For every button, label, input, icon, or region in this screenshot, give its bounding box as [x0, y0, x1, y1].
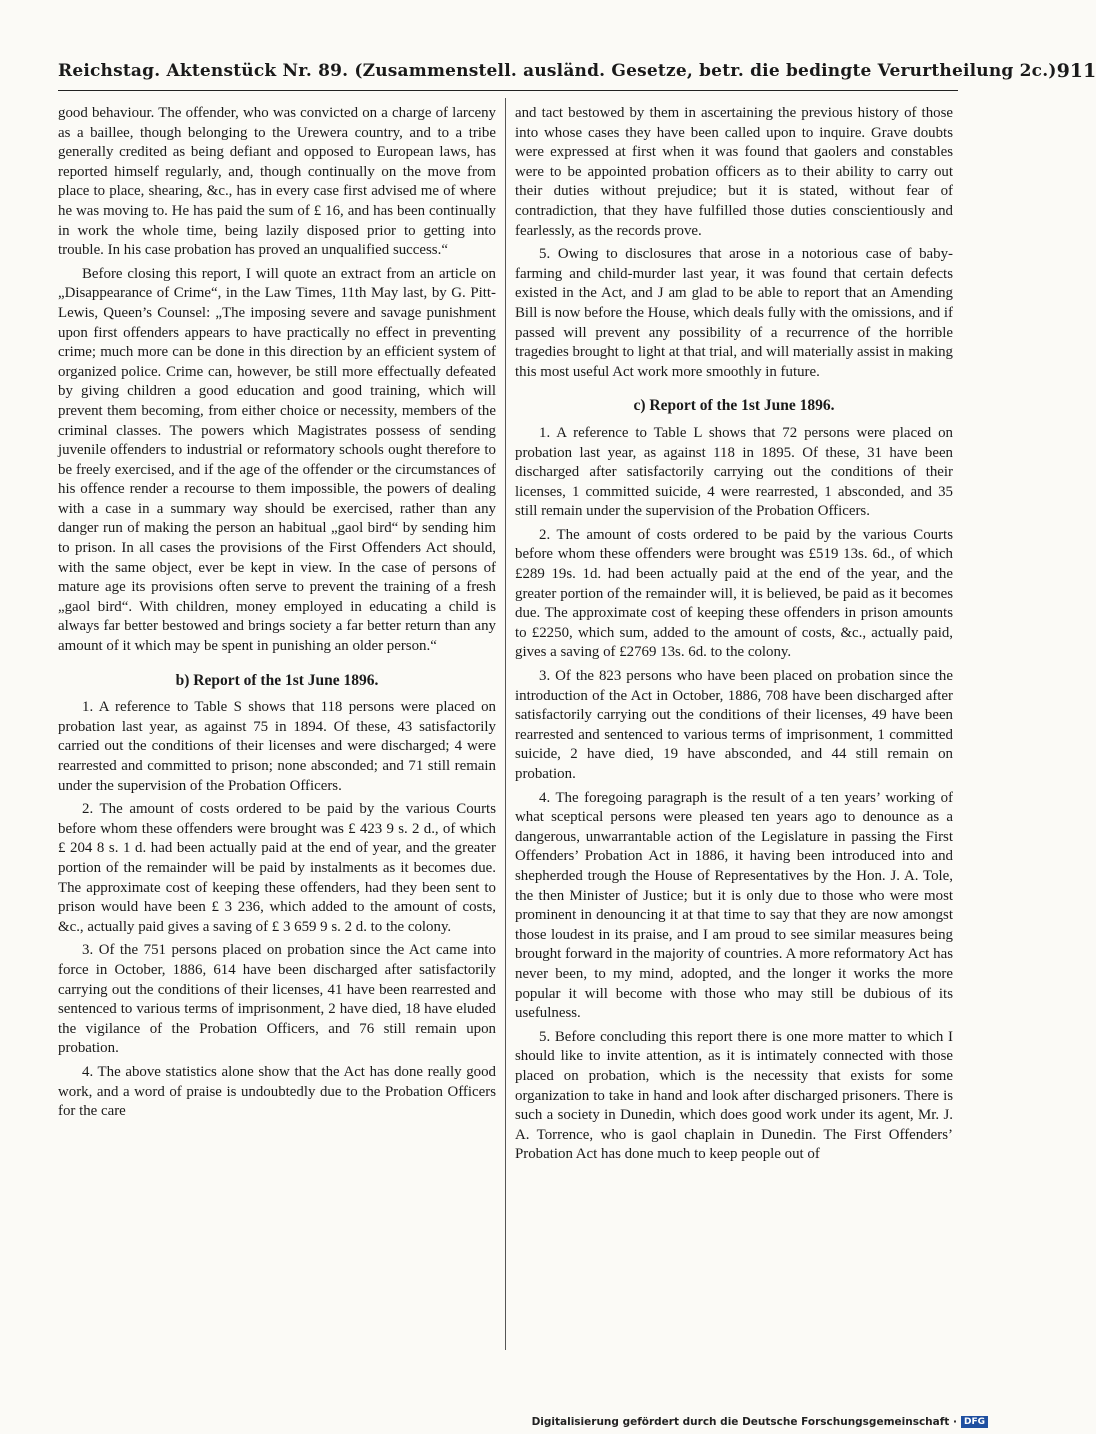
paragraph: and tact bestowed by them in ascertaining the previous history of those into whose cases they have been called upon to inquire. Grave doubts were expressed at first when it was found that gaolers and constables were to be appointed probation officers as to their ability to carry out their duties without prejudice; but it is stated, without fear of contradiction, that they have fulfilled those duties conscientiously and fearlessly, as the records prove. [515, 105, 953, 239]
paragraph: 5. Before concluding this report there is one more matter to which I should like to invite attention, as it is intimately connected with those placed on probation, which is the necessity that exists for some organization to take in hand and look after discharged prisoners. There is such a society in Dunedin, which does good work under its agent, Mr. J. A. Torrence, who is gaol chaplain in Dunedin. The First Offenders’ Probation Act has done much to keep people out of [515, 1028, 953, 1163]
running-header [58, 52, 1096, 91]
paragraph: 2. The amount of costs ordered to be paid by the various Courts before whom these offenders were brought was £ 423 9 s. 2 d., of which £ 204 8 s. 1 d. had been actually paid at the end of year, and the greater portion of the remainder will be paid by instalments as it becomes due. The approximate cost of keeping these offenders, had they been sent to prison would have been £ 3 236, which added to the amount of costs, &c., actually paid gives a saving of £ 3 659 9 s. 2 d. to the colony. [58, 801, 496, 935]
header-title: Reichstag. Aktenstück Nr. 89. (Zusammenstell. ausländ. Gesetze, betr. die bedingte Verurtheilung 2c.) [58, 61, 1057, 81]
paragraph: 1. A reference to Table L shows that 72 persons were placed on probation last year, as against 118 in 1895. Of these, 31 have been discharged after satisfactorily carrying out the conditions of their licenses, 1 committed suicide, 4 were rearrested, 1 absconded, and 35 still remain under the supervision of the Probation Officers. [515, 424, 953, 520]
right-column [515, 104, 953, 1169]
column-divider [505, 98, 506, 1350]
paragraph: 3. Of the 823 persons who have been placed on probation since the introduction of the Act in October, 1886, 708 have been discharged after satisfactorily carrying out the conditions of their licenses, 49 have been rearrested and sentenced to various terms of imprisonment, 1 committed suicide, 2 have died, 19 have absconded, and 44 still remain on probation. [515, 668, 953, 782]
left-column [58, 104, 496, 1126]
paragraph: 4. The above statistics alone show that the Act has done really good work, and a word of praise is undoubtedly due to the Probation Officers for the care [58, 1063, 496, 1120]
section-heading-c: c) Report of the 1st June 1896. [633, 397, 835, 415]
section-heading-b: b) Report of the 1st June 1896. [175, 671, 379, 689]
paragraph: 2. The amount of costs ordered to be paid by the various Courts before whom these offenders were brought was £519 13s. 6d., of which £289 19s. 1d. had been actually paid at the end of the year, and the greater portion of the remainder will, it is believed, be paid as it becomes due. The approximate cost of keeping these offenders in prison amounts to £2250, which sum, added to the amount of costs, &c., actually paid, gives a saving of £2769 13s. 6d. to the colony. [515, 526, 953, 661]
paragraph: 4. The foregoing paragraph is the result of a ten years’ working of what sceptical persons were pleased ten years ago to denounce as a dangerous, unwarrantable action of the Legislature in passing the First Offenders’ Probation Act in 1886, it having been introduced into and shepherded trough the House of Representatives by the Hon. J. A. Tole, the then Minister of Justice; but it is only due to those who were most prominent in denouncing it at that time to say that they are now amongst those loudest in its praise, and I am proud to see similar measures being brought forward in the majority of countries. A more reformatory Act has never been, to my mind, adopted, and the longer it works the more popular it will become with those who may still be dubious of its usefulness. [515, 789, 953, 1022]
dfg-logo: DFG [961, 1416, 988, 1428]
paragraph: 5. Owing to disclosures that arose in a notorious case of baby-farming and child-murder last year, it was found that certain defects existed in the Act, and J am glad to be able to report that an Amending Bill is now before the House, which deals fully with the omissions, and if passed will prevent any possibility of a recurrence of the horrible tragedies brought to light at that trial, and will materially assist in making this most useful Act work more smoothly in future. [515, 246, 953, 380]
paragraph: 3. Of the 751 persons placed on probation since the Act came into force in October, 1886, 614 have been discharged after satisfactorily carrying out the conditions of their licenses, 41 have been rearrested and sentenced to various terms of imprisonment, 2 have died, 18 have eluded the vigilance of the Probation Officers, and 76 still remain upon probation. [58, 942, 496, 1057]
footer-text: Digitalisierung gefördert durch die Deutsche Forschungsgemeinschaft · [531, 1416, 957, 1428]
paragraph: 1. A reference to Table S shows that 118 persons were placed on probation last year, as against 75 in 1894. Of these, 43 satisfactorily carried out the conditions of their licenses and were discharged; 4 were rearrested and committed to prison; none absconded; and 71 still remain under the supervision of the Probation Officers. [58, 699, 496, 794]
page-number: 911 [1056, 60, 1096, 82]
paragraph: good behaviour. The offender, who was convicted on a charge of larceny as a baillee, though belonging to the Urewera country, and to a tribe generally credited as being defiant and opposed to European laws, has reported himself regularly, and, though continually on the move from place to place, shearing, &c., has in every case first advised me of where he was moving to. He has paid the sum of £ 16, and has been continually in work the whole time, being lazily disposed prior to getting into trouble. In his case probation has proved an unqualified success.“ [58, 105, 496, 259]
paragraph: Before closing this report, I will quote an extract from an article on „Disappearance of Crime“, in the Law Times, 11th May last, by G. Pitt-Lewis, Queen’s Counsel: „The imposing severe and savage punishment upon first offenders appears to have practically no effect in preventing crime; much more can be done in this direction by an efficient system of organized police. Crime can, however, be still more effectually defeated by giving children a good education and good training, which will prevent them becoming, from either choice or necessity, members of the criminal classes. The powers which Magistrates possess of sending juvenile offenders to industrial or reformatory schools ought therefore to be freely exercised, and if the age of the offender or the circumstances of his offence render a recourse to them impossible, the powers of dealing with a case in a summary way should be exercised, rather than any danger run of making the person an habitual „gaol bird“ by sending him to prison. In all cases the provisions of the First Offenders Act should, with the same object, ever be kept in view. In the case of persons of mature age its provisions often serve to prevent the training of a fresh „gaol bird“. With children, money employed in educating a child is always far better bestowed and brings society a far better return than any amount of it which may be spent in punishing an older person.“ [58, 265, 496, 655]
digitization-footer [532, 1416, 988, 1428]
